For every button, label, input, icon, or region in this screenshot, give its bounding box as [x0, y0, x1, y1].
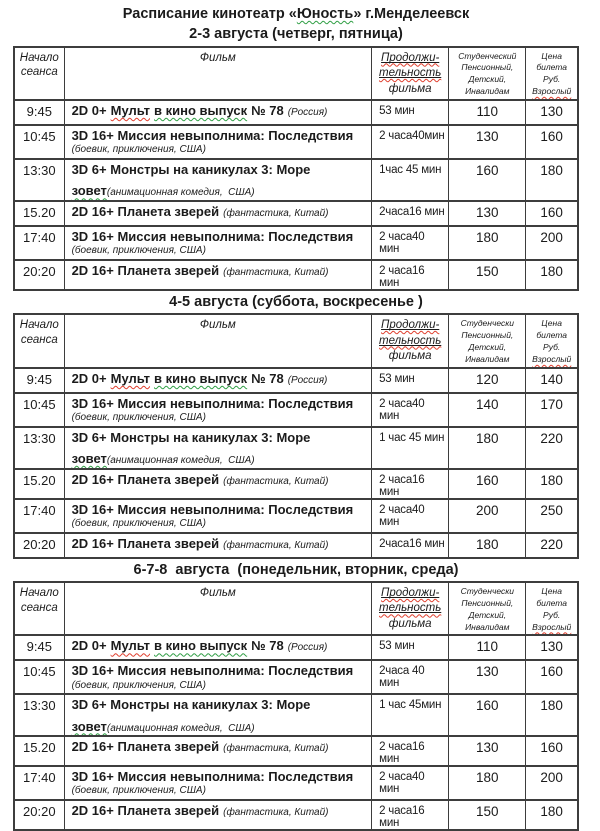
film-cell	[64, 469, 372, 499]
table-row	[14, 533, 578, 558]
discount-price: 150	[449, 260, 526, 290]
discount-price: 120	[449, 368, 526, 393]
film-cell	[64, 800, 372, 830]
session-time: 13:30	[14, 427, 64, 469]
film-title: 3D 16+ Миссия невыполнима: Последствия	[71, 128, 354, 144]
session-time: 9:45	[14, 100, 64, 125]
table-row	[14, 393, 578, 427]
film-genre: (фантастика, Китай)	[223, 539, 329, 551]
film-cell	[64, 393, 372, 427]
adult-price: 200	[526, 766, 578, 800]
session-time: 15.20	[14, 201, 64, 226]
section-title-dates-1: 2-3 августа (четверг, пятница)	[189, 26, 403, 43]
table-row	[14, 368, 578, 393]
film-format-rating: 2D 0+	[71, 638, 107, 654]
discount-price: 140	[449, 393, 526, 427]
session-time: 20:20	[14, 800, 64, 830]
film-duration: 1час 45 мин	[372, 159, 449, 201]
discount-price: 180	[449, 533, 526, 558]
table-row	[14, 635, 578, 660]
discount-price: 110	[449, 635, 526, 660]
discount-price: 200	[449, 499, 526, 533]
page-title-pre: Расписание кинотеатр «	[122, 6, 297, 22]
film-title: № 78	[251, 370, 284, 386]
adult-price: 200	[526, 226, 578, 260]
adult-price: 180	[526, 800, 578, 830]
discount-price: 110	[449, 100, 526, 125]
col-header-discount-price: Студенчески Пенсионный, Детский, Инвалидам	[449, 582, 526, 636]
section-title-dates-3: 6-7-8 августа (понедельник, вторник, среда)	[133, 561, 459, 578]
film-title: 2D 16+ Планета зверей	[71, 471, 220, 487]
table-row	[14, 100, 578, 125]
film-genre: (анимационная комедия, США)	[106, 722, 255, 734]
film-duration: 2часа16 мин	[372, 201, 449, 226]
session-time: 20:20	[14, 260, 64, 290]
film-duration: 1 час 45 мин	[372, 427, 449, 469]
col-header-time: Начало сеанса	[14, 47, 64, 101]
film-genre: (фантастика, Китай)	[223, 743, 329, 755]
film-title: 2D 16+ Планета зверей	[71, 535, 220, 551]
film-cell	[64, 660, 372, 694]
film-genre: (фантастика, Китай)	[223, 207, 329, 219]
film-duration: 2 часа40мин	[372, 125, 449, 159]
adult-price: 160	[526, 201, 578, 226]
film-genre: (боевик, приключения, США)	[71, 679, 206, 691]
film-cell	[64, 499, 372, 533]
film-genre: (боевик, приключения, США)	[71, 412, 206, 424]
adult-price: 180	[526, 260, 578, 290]
adult-price: 160	[526, 736, 578, 766]
session-time: 13:30	[14, 159, 64, 201]
table-row	[14, 159, 578, 201]
adult-price: 220	[526, 427, 578, 469]
film-duration: 2часа 40 мин	[372, 660, 449, 694]
film-title: 3D 16+ Миссия невыполнима: Последствия	[71, 395, 354, 411]
film-format-rating: 2D 0+	[71, 370, 107, 386]
table-row	[14, 125, 578, 159]
discount-price: 150	[449, 800, 526, 830]
session-time: 15.20	[14, 469, 64, 499]
discount-price: 130	[449, 125, 526, 159]
film-title: 2D 16+ Планета зверей	[71, 203, 220, 219]
film-duration: 53 мин	[372, 635, 449, 660]
col-header-adult-price: Цена билета Руб. Взрослый	[526, 47, 578, 101]
film-duration: 1 час 45мин	[372, 694, 449, 736]
film-cell	[64, 260, 372, 290]
film-country: (Россия)	[287, 374, 328, 386]
film-title: зовет	[71, 718, 107, 734]
section-title-dates-2: 4-5 августа (суббота, воскресенье )	[169, 293, 423, 310]
film-cell	[64, 159, 372, 201]
film-format-rating: 2D 0+	[71, 103, 107, 119]
discount-price: 130	[449, 660, 526, 694]
col-header-duration: Продолжи- тельность фильма	[372, 314, 449, 368]
film-title: 3D 6+ Монстры на каникулах 3: Море	[71, 429, 311, 445]
film-genre: (анимационная комедия, США)	[106, 187, 255, 199]
session-time: 15.20	[14, 736, 64, 766]
table-row	[14, 736, 578, 766]
adult-price: 160	[526, 660, 578, 694]
session-time: 10:45	[14, 660, 64, 694]
discount-price: 130	[449, 736, 526, 766]
table-row	[14, 201, 578, 226]
film-duration: 53 мин	[372, 368, 449, 393]
film-genre: (фантастика, Китай)	[223, 807, 329, 819]
film-title: в кино выпуск	[154, 638, 248, 654]
col-header-adult-price: Цена билета Руб. Взрослый	[526, 582, 578, 636]
film-duration: 2 часа40 мин	[372, 766, 449, 800]
film-title: Мульт	[110, 370, 151, 386]
film-genre: (фантастика, Китай)	[223, 475, 329, 487]
film-duration: 2 часа16 мин	[372, 800, 449, 830]
col-header-film: Фильм	[64, 314, 372, 368]
adult-price: 130	[526, 100, 578, 125]
film-country: (Россия)	[287, 107, 328, 119]
film-title: Мульт	[110, 638, 151, 654]
schedule-table-2	[13, 313, 579, 558]
film-genre: (боевик, приключения, США)	[71, 144, 206, 156]
film-country: (Россия)	[287, 642, 328, 654]
film-title: 3D 16+ Миссия невыполнима: Последствия	[71, 501, 354, 517]
film-cell	[64, 766, 372, 800]
discount-price: 180	[449, 427, 526, 469]
discount-price: 130	[449, 201, 526, 226]
table-header-row	[14, 47, 578, 101]
session-time: 20:20	[14, 533, 64, 558]
film-title: Мульт	[110, 103, 151, 119]
col-header-discount-price: Студенчески Пенсионный, Детский, Инвалидам	[449, 314, 526, 368]
schedule-table-3	[13, 581, 579, 831]
adult-price: 180	[526, 694, 578, 736]
table-header-row	[14, 314, 578, 368]
film-duration: 2 часа40 мин	[372, 226, 449, 260]
col-header-film: Фильм	[64, 582, 372, 636]
film-title: № 78	[251, 638, 284, 654]
film-title: 3D 16+ Миссия невыполнима: Последствия	[71, 663, 354, 679]
table-row	[14, 660, 578, 694]
film-title: 2D 16+ Планета зверей	[71, 803, 220, 819]
discount-price: 160	[449, 694, 526, 736]
discount-price: 160	[449, 159, 526, 201]
table-row	[14, 499, 578, 533]
film-title: 3D 16+ Миссия невыполнима: Последствия	[71, 769, 354, 785]
table-row	[14, 694, 578, 736]
table-row	[14, 226, 578, 260]
film-title: 3D 6+ Монстры на каникулах 3: Море	[71, 162, 311, 178]
film-cell	[64, 226, 372, 260]
col-header-discount-price: Студенческий Пенсионный, Детский, Инвалидам	[449, 47, 526, 101]
film-title: в кино выпуск	[154, 370, 248, 386]
film-cell	[64, 736, 372, 766]
adult-price: 180	[526, 469, 578, 499]
film-duration: 2 часа40 мин	[372, 393, 449, 427]
session-time: 17:40	[14, 766, 64, 800]
col-header-film: Фильм	[64, 47, 372, 101]
film-cell	[64, 694, 372, 736]
table-row	[14, 800, 578, 830]
film-title: в кино выпуск	[154, 103, 248, 119]
adult-price: 180	[526, 159, 578, 201]
col-header-duration: Продолжи- тельность фильма	[372, 47, 449, 101]
session-time: 9:45	[14, 368, 64, 393]
film-cell	[64, 201, 372, 226]
film-title: 2D 16+ Планета зверей	[71, 262, 220, 278]
table-row	[14, 469, 578, 499]
film-cell	[64, 635, 372, 660]
film-title: 2D 16+ Планета зверей	[71, 739, 220, 755]
film-cell	[64, 368, 372, 393]
discount-price: 160	[449, 469, 526, 499]
film-genre: (анимационная комедия, США)	[106, 455, 255, 467]
film-genre: (боевик, приключения, США)	[71, 245, 206, 257]
film-cell	[64, 100, 372, 125]
film-duration: 2 часа40 мин	[372, 499, 449, 533]
session-time: 9:45	[14, 635, 64, 660]
film-duration: 2 часа16 мин	[372, 260, 449, 290]
session-time: 10:45	[14, 393, 64, 427]
film-cell	[64, 533, 372, 558]
adult-price: 130	[526, 635, 578, 660]
discount-price: 180	[449, 766, 526, 800]
col-header-duration: Продолжи- тельность фильма	[372, 582, 449, 636]
col-header-time: Начало сеанса	[14, 582, 64, 636]
table-row	[14, 427, 578, 469]
session-time: 17:40	[14, 226, 64, 260]
film-title: 3D 16+ Миссия невыполнима: Последствия	[71, 228, 354, 244]
page-title	[13, 5, 579, 23]
film-title: 3D 6+ Монстры на каникулах 3: Море	[71, 697, 311, 713]
film-title: зовет	[71, 183, 107, 199]
adult-price: 140	[526, 368, 578, 393]
film-cell	[64, 427, 372, 469]
table-row	[14, 260, 578, 290]
film-cell	[64, 125, 372, 159]
adult-price: 250	[526, 499, 578, 533]
table-row	[14, 766, 578, 800]
film-genre: (боевик, приключения, США)	[71, 517, 206, 529]
schedule-table-1	[13, 46, 579, 291]
adult-price: 170	[526, 393, 578, 427]
film-duration: 53 мин	[372, 100, 449, 125]
film-title: № 78	[251, 103, 284, 119]
film-genre: (боевик, приключения, США)	[71, 785, 206, 797]
film-duration: 2часа16 мин	[372, 533, 449, 558]
film-genre: (фантастика, Китай)	[223, 266, 329, 278]
table-header-row	[14, 582, 578, 636]
col-header-time: Начало сеанса	[14, 314, 64, 368]
discount-price: 180	[449, 226, 526, 260]
film-title: зовет	[71, 451, 107, 467]
adult-price: 160	[526, 125, 578, 159]
col-header-adult-price: Цена билета Руб. Взрослый	[526, 314, 578, 368]
page-title-cinema-name: Юность	[296, 6, 354, 22]
session-time: 17:40	[14, 499, 64, 533]
adult-price: 220	[526, 533, 578, 558]
session-time: 10:45	[14, 125, 64, 159]
film-duration: 2 часа16 мин	[372, 736, 449, 766]
page-title-post: » г.Менделеевск	[353, 6, 470, 22]
session-time: 13:30	[14, 694, 64, 736]
film-duration: 2 часа16 мин	[372, 469, 449, 499]
